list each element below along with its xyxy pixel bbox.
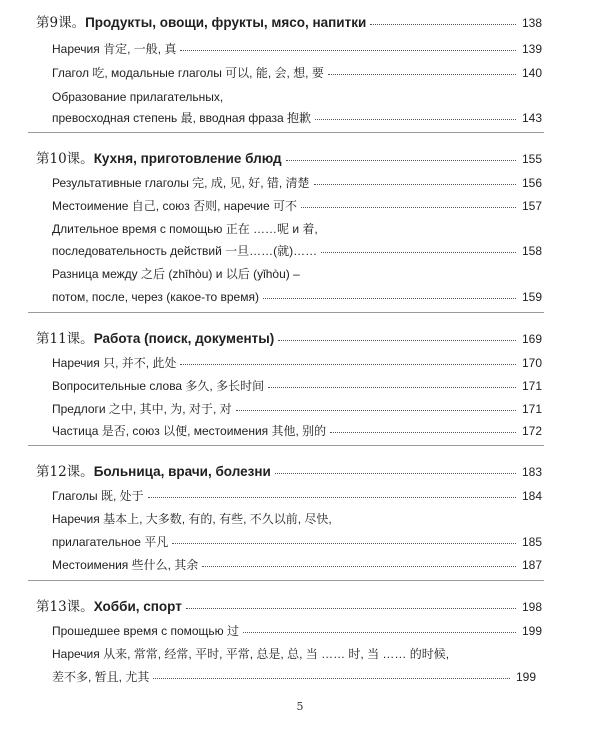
entry-text: Местоимение 自己, союз 否则, наречие 可不 <box>52 199 297 213</box>
entry-text: Наречия 只, 并不, 此处 <box>52 356 177 370</box>
toc-entry[interactable] <box>52 289 542 305</box>
chapter-title: Больница, врачи, болезни <box>93 464 271 479</box>
page-ref: 140 <box>521 66 542 80</box>
page-ref: 138 <box>521 16 542 30</box>
section-divider <box>28 132 544 133</box>
page-ref: 183 <box>521 465 542 479</box>
toc-entry[interactable] <box>52 623 542 639</box>
entry-text: Наречия 从来, 常常, 经常, 平时, 平常, 总是, 总, 当 …… 时, 当 …… 的时候, <box>52 647 450 661</box>
entry-text: Глагол 吃, модальные глаголы 可以, 能, 会, 想, 要 <box>52 66 324 80</box>
toc-entry[interactable] <box>52 401 542 417</box>
toc-entry[interactable] <box>52 243 542 259</box>
chapter-10-heading[interactable] <box>36 151 542 167</box>
toc-entry-line <box>52 646 542 662</box>
section-divider <box>28 312 544 313</box>
page-ref: 157 <box>521 199 542 213</box>
entry-text: Результативные глаголы 完, 成, 见, 好, 错, 清楚 <box>52 176 310 190</box>
dot-leader <box>236 407 516 411</box>
page-ref: 171 <box>521 379 542 393</box>
page-ref: 143 <box>521 111 542 125</box>
entry-text: 差不多, 暂且, 尤其 <box>52 670 150 684</box>
dot-leader <box>263 295 516 299</box>
page-ref: 184 <box>521 489 542 503</box>
toc-entry-line <box>52 221 542 237</box>
entry-text: Предлоги 之中, 其中, 为, 对于, 对 <box>52 402 232 416</box>
section-divider <box>28 445 544 446</box>
toc-entry[interactable] <box>52 110 542 126</box>
dot-leader <box>314 181 516 185</box>
entry-text: Наречия 肯定, 一般, 真 <box>52 42 177 56</box>
toc-entry[interactable] <box>52 488 542 504</box>
entry-text: Разница между 之后 (zhīhòu) и 以后 (yǐhòu) – <box>52 267 300 281</box>
page-ref: 159 <box>521 290 542 304</box>
page-ref: 199 <box>521 624 542 638</box>
page-ref: 155 <box>521 152 542 166</box>
entry-text: Глаголы 既, 处于 <box>52 489 144 503</box>
entry-text: превосходная степень 最, вводная фраза 抱歉 <box>52 111 312 125</box>
page-ref: 169 <box>521 332 542 346</box>
entry-text: Прошедшее время с помощью 过 <box>52 624 240 638</box>
chapter-12-heading[interactable] <box>36 464 542 480</box>
toc-entry[interactable] <box>52 198 542 214</box>
dot-leader <box>180 47 516 51</box>
chapter-title: Работа (поиск, документы) <box>93 331 275 346</box>
chapter-13-heading[interactable] <box>36 599 542 615</box>
page-ref: 185 <box>521 535 542 549</box>
toc-entry[interactable] <box>52 669 536 685</box>
chapter-title: Хобби, спорт <box>93 599 182 614</box>
toc-entry[interactable] <box>52 41 542 57</box>
dot-leader <box>148 494 516 498</box>
dot-leader <box>268 384 516 388</box>
chapter-number: 第9课。 <box>36 15 86 31</box>
toc-entry[interactable] <box>52 423 542 439</box>
page-ref: 171 <box>521 402 542 416</box>
dot-leader <box>315 116 516 120</box>
dot-leader <box>301 204 516 208</box>
chapter-number: 第12课。 <box>36 464 94 480</box>
entry-text: прилагательное 平凡 <box>52 535 169 549</box>
page-ref: 187 <box>521 558 542 572</box>
page-ref: 198 <box>521 600 542 614</box>
toc-entry[interactable] <box>52 378 542 394</box>
page-number: 5 <box>296 700 304 713</box>
chapter-title: Продукты, овощи, фрукты, мясо, напитки <box>85 15 367 30</box>
entry-text: Длительное время с помощью 正在 ……呢 и 着, <box>52 222 318 236</box>
toc-entry[interactable] <box>52 175 542 191</box>
entry-text: Местоимения 些什么, 其余 <box>52 558 199 572</box>
chapter-title: Кухня, приготовление блюд <box>93 151 282 166</box>
page-ref: 156 <box>521 176 542 190</box>
chapter-number: 第10课。 <box>36 151 94 167</box>
dot-leader <box>321 249 516 253</box>
entry-text: потом, после, через (какое-то время) <box>52 290 259 304</box>
chapter-number: 第13课。 <box>36 599 94 615</box>
toc-entry[interactable] <box>52 65 542 81</box>
dot-leader <box>243 629 516 633</box>
entry-text: Частица 是否, союз 以便, местоимения 其他, 别的 <box>52 424 327 438</box>
dot-leader <box>370 21 516 25</box>
toc-entry-line <box>52 266 542 282</box>
dot-leader <box>153 675 510 679</box>
dot-leader <box>186 605 516 609</box>
page-ref: 170 <box>521 356 542 370</box>
dot-leader <box>180 361 516 365</box>
page-ref: 199 <box>515 670 536 684</box>
page-ref: 172 <box>521 424 542 438</box>
page-ref: 158 <box>521 244 542 258</box>
dot-leader <box>202 563 516 567</box>
entry-text: Вопросительные слова 多久, 多长时间 <box>52 379 265 393</box>
dot-leader <box>286 157 516 161</box>
chapter-11-heading[interactable] <box>36 331 542 347</box>
toc-entry[interactable] <box>52 355 542 371</box>
chapter-number: 第11课。 <box>36 331 94 347</box>
dot-leader <box>330 429 516 433</box>
dot-leader <box>328 71 516 75</box>
toc-entry-line <box>52 89 542 105</box>
entry-text: последовательность действий 一旦……(就)…… <box>52 244 318 258</box>
toc-entry[interactable] <box>52 557 542 573</box>
toc-entry[interactable] <box>52 534 542 550</box>
dot-leader <box>172 540 516 544</box>
page-ref: 139 <box>521 42 542 56</box>
toc-entry-line <box>52 511 542 527</box>
entry-text: Образование прилагательных, <box>52 90 224 104</box>
dot-leader <box>275 470 516 474</box>
chapter-9-heading[interactable] <box>36 15 542 31</box>
section-divider <box>28 580 544 581</box>
entry-text: Наречия 基本上, 大多数, 有的, 有些, 不久以前, 尽快, <box>52 512 332 526</box>
dot-leader <box>278 337 516 341</box>
